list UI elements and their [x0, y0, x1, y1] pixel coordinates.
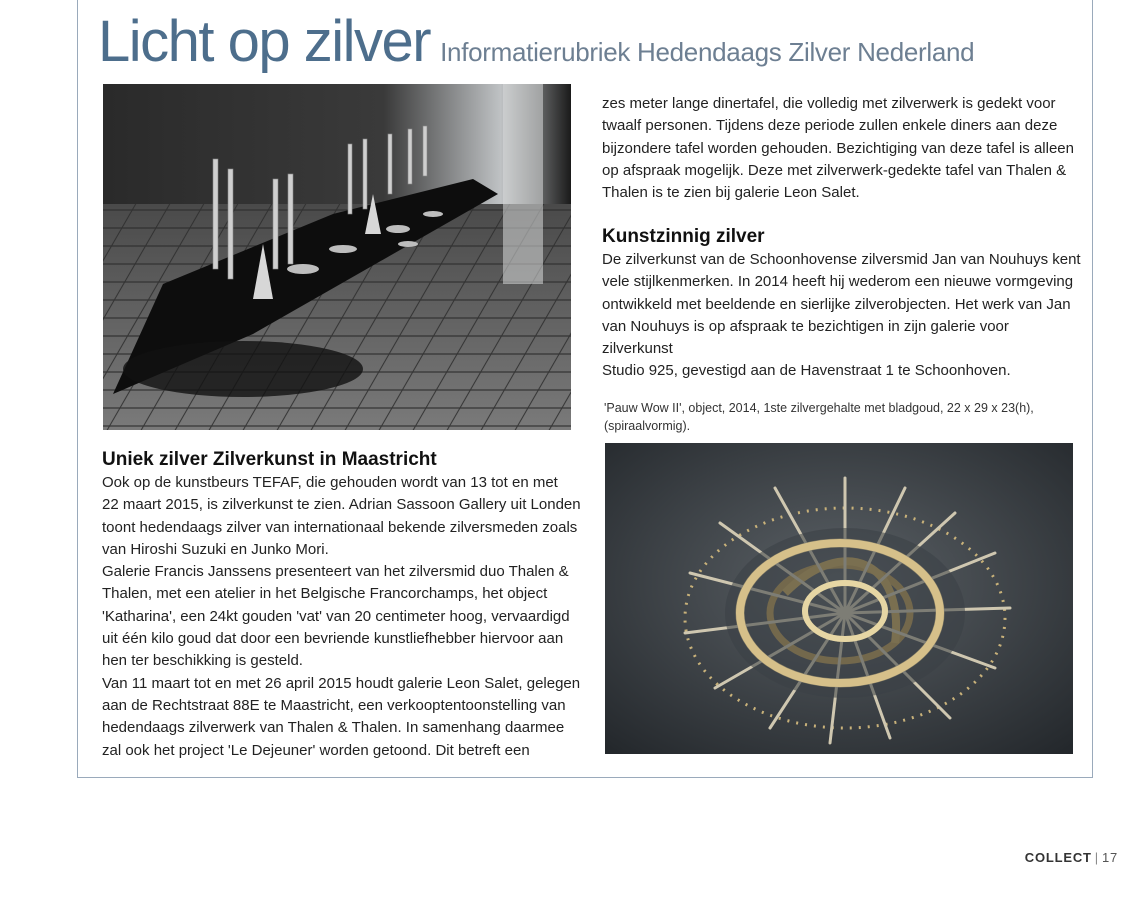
heading-kunstzinnig-zilver: Kunstzinnig zilver: [602, 226, 765, 247]
maastricht-paragraph: Ook op de kunstbeurs TEFAF, die gehouden wordt van 13 tot en met 22 maart 2015, is zilverkunst te zien. Adrian Sassoon Gallery uit Londen toont hedendaags zilver van internationaal bekende zilversmeden zoals van Hiroshi Suzuki en Junko Mori. Galerie Francis Janssens presenteert van het zilversmid duo Thalen & Thalen, met een atelier in het Belgische Francorchamps, het object 'Katharina', een 24kt gouden 'vat' van 20 centimeter hoog, vervaardigd uit één kilo goud dat door een bevriende kunstliefhebber hiervoor aan hen ter beschikking is gesteld. Van 11 maart tot en met 26 april 2015 houdt galerie Leon Salet, gelegen aan de Rechtstraat 88E te Maastricht, een verkooptentoonstelling van hedendaags zilverwerk van Thalen & Thalen. In samenhang daarmee zal ook het project 'Le Dejeuner' worden getoond. Dit betreft een: [102, 474, 581, 759]
footer-brand: COLLECT: [1024, 850, 1092, 865]
page-footer: [1025, 850, 1118, 865]
masthead: [98, 8, 974, 75]
kunstzinnig-paragraph: De zilverkunst van de Schoonhovense zilversmid Jan van Nouhuys kent vele stijlkenmerken. In 2014 heeft hij wederom een nieuwe vormgeving ontwikkeld met beeldende en sierlijke zilverobjecten. Het werk van Jan van Nouhuys is op afspraak te bezichtigen in zijn galerie voor zilverkunst Studio 925, gevestigd aan de Havenstraat 1 te Schoonhoven.: [602, 251, 1081, 380]
photo-caption: 'Pauw Wow II', object, 2014, 1ste zilvergehalte met bladgoud, 22 x 29 x 23(h), (spiraalvormig).: [604, 401, 1034, 433]
continuation-paragraph: zes meter lange dinertafel, die volledig met zilverwerk is gedekt voor twaalf personen. Tijdens deze periode zullen enkele diners aan deze bijzondere tafel worden gehouden. Bezichtiging van deze tafel is alleen op afspraak mogelijk. Deze met zilverwerk-gedekte tafel van Thalen & Thalen is te zien bij galerie Leon Salet.: [602, 95, 1074, 202]
page-number: 17: [1101, 850, 1118, 865]
dinner-table-photo: [103, 84, 571, 430]
masthead-title: Licht op zilver: [98, 9, 431, 74]
sculpture-photo: [605, 443, 1073, 754]
heading-uniek-zilver: Uniek zilver Zilverkunst in Maastricht: [102, 449, 437, 470]
masthead-subtitle: Informatierubriek Hedendaags Zilver Nederland: [440, 37, 975, 67]
footer-separator: |: [1094, 850, 1099, 865]
